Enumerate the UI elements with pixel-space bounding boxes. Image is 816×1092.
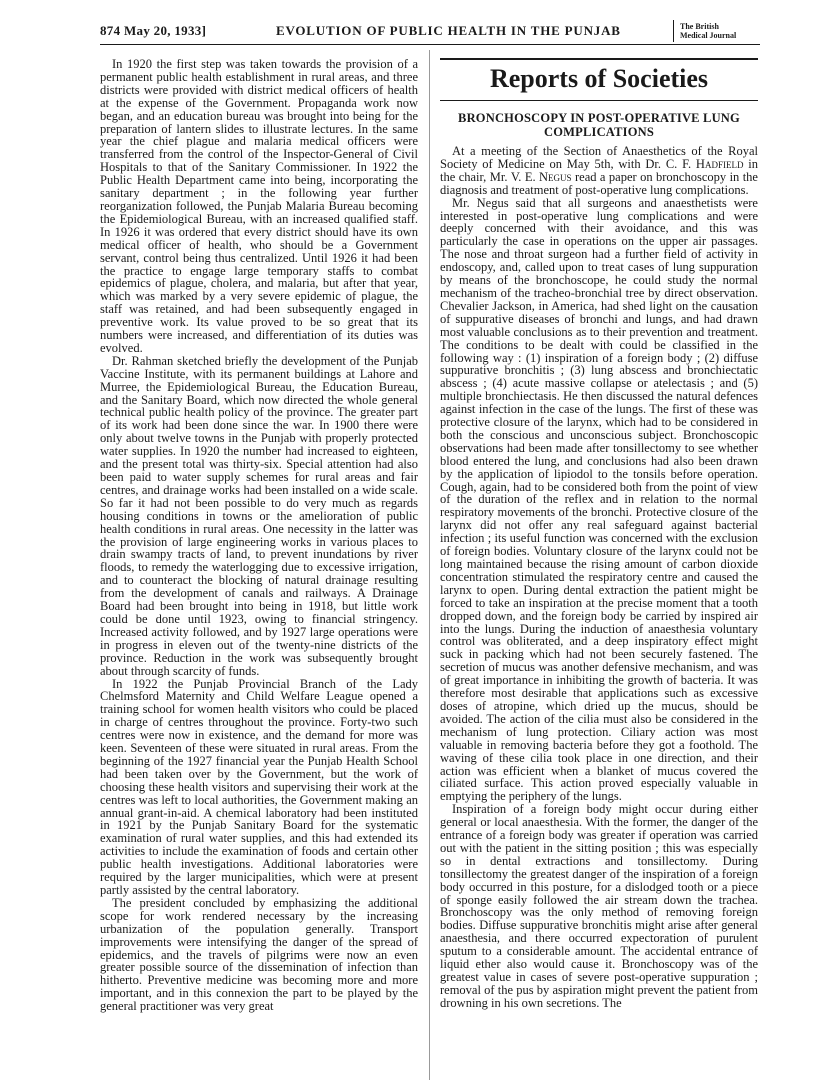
body-paragraph: The president concluded by emphasizing the additional scope for work rendered necessary by the increasing urbanization of the population generally. Transport improvements were intensifying the danger of the spread of epidemics, and the travels of pilgrims were now an even greater possible source of the dissemination of infection than hitherto. Preventive medicine was becoming more and more important, and in this connexion the part to be played by the general practitioner was very great	[100, 895, 418, 1014]
journal-name-line2: Medical Journal	[680, 31, 737, 40]
section-rule-bottom	[440, 100, 758, 101]
chair-name: C. F. Hadfield	[665, 156, 744, 171]
section-title: Reports of Societies	[489, 64, 709, 93]
left-column	[100, 58, 418, 1088]
article-title: BRONCHOSCOPY IN POST-OPERATIVE LUNG COMPLICATIONS	[458, 111, 740, 139]
intro-paragraph	[440, 145, 758, 197]
intro-text-before-chair: At a meeting of the Section of Anaesthetics of the Royal Society of Medicine on May 5th, with Dr.	[440, 144, 758, 171]
body-paragraph: Mr. Negus said that all surgeons and anaesthetists were interested in post-operative lung complications and were deeply concerned with their avoidance, and this was particularly the case in operations on the upper air passages. The nose and throat surgeon had a further field of activity in endoscopy, and, called upon to treat cases of lung suppuration by means of the bronchoscope, he could study the normal mechanism of the tracheo-bronchial tree by direct observation. Chevalier Jackson, in America, had shed light on the causation of suppurative diseases of bronchi and lungs, and had drawn most valuable conclusions as to their prevention and treatment. The conditions to be dealt with could be classified in the following way : (1) inspiration of a foreign body ; (2) diffuse suppurative bronchitis ; (3) lung abscess and bronchiectatic abscess ; (4) acute massive collapse or atelectasis ; and (5) multiple bronchiectasis. He then discussed the natural defences against infection in the case of the lungs. The first of these was protective closure of the larynx, which had to be considered in both the conscious and unconscious subject. Bronchoscopic observations had been made after tonsillectomy to see whether blood entered the lung, and conclusions had also been drawn by the application of lipiodol to the tonsils before operation. Cough, again, had to be considered both from the point of view of the duration of the reflex and in relation to the normal respiratory movements of the bronchi. Protective closure of the larynx did not offer any real safeguard against bacterial infection ; its useful function was concerned with the exclusion of foreign bodies. Voluntary closure of the larynx could not be long maintained because the rising amount of carbon dioxide concentration stimulated the respiratory centre and caused the larynx to open. During dental extraction the patient might be forced to take an inspiration at the precise moment that a tooth dropped down, and the foreign body be carried by inspired air into the lungs. During the induction of anaesthesia voluntary control was obliterated, and a deep inspiratory effect might suck in packing which had not been securely fastened. The secretion of mucus was another defensive mechanism, and was of great importance in inhibiting the growth of bacteria. It was therefore most desirable that applications such as excessive doses of atropine, which dried up the mucus, should be avoided. The action of the cilia must also be considered in the mechanism of lung protection. Ciliary action was most valuable in removing bacteria before they got a foothold. The waving of these cilia took place in one direction, and their action was efficient when a blanket of mucus covered the ciliated surface. This action proved especially valuable in emptying the periphery of the lungs.	[440, 195, 758, 804]
header-rule	[100, 44, 760, 45]
body-paragraph: In 1920 the first step was taken towards the provision of a permanent public health establishment in rural areas, and three districts were provided with district medical officers of health at the expense of the Government. Propaganda work now began, and an education bureau was brought into being for the preparation of lantern slides to illustrate lectures. In the same year the chief plague and malaria medical officers were transferred from the control of the Inspector-General of Civil Hospitals to that of the Sanitary Commissioner. In 1922 the Public Health Department came into being, incorporating the sanitary department ; in the following year further reorganization followed, the Punjab Malaria Bureau becoming the Epidemiological Bureau, with an increased qualified staff. In 1926 it was ordered that every district should have its own medical officer of health, who should be a Government servant, control being thus centralized. Until 1926 it had been the practice to engage large temporary staffs to combat epidemics of plague, cholera, and malaria, but after that year, which was marked by a very severe epidemic of plague, the staff was retained, and had been subsequently engaged in preventive work. Its value proved to be so great that its numbers were increased, and differentiation of its duties was evolved.	[100, 58, 418, 355]
intro-text-middle: in the chair, Mr.	[440, 156, 758, 184]
intro-text-after: read a paper on bronchoscopy in the diagnosis and treatment of post-operative lung complications.	[440, 169, 758, 197]
journal-name-line1: The British	[680, 22, 719, 31]
running-title: EVOLUTION OF PUBLIC HEALTH IN THE PUNJAB	[276, 23, 621, 38]
journal-masthead	[673, 20, 760, 42]
right-column	[440, 58, 758, 1088]
body-paragraph: Inspiration of a foreign body might occur during either general or local anaesthesia. With the former, the danger of the entrance of a foreign body was greater if operation was carried out with the patient in the sitting position ; this was especially so in dental extractions and tonsillectomy. During tonsillectomy the greatest danger of the inspiration of a foreign body occurred in this posture, for a dislodged tooth or a piece of sponge easily followed the air stream down the trachea. Bronchoscopy was the only method of removing foreign bodies. Diffuse suppurative bronchitis might arise after general anaesthesia, and there occurred expectoration of purulent sputum to a considerable amount. The accidental entrance of liquid ether also would cause it. Bronchoscopy was of the greatest value in cases of severe post-operative suppuration ; removal of the pus by aspiration might prevent the patient from drowning in his own secretions. The	[440, 802, 758, 1010]
page-number: 874 May 20, 1933]	[100, 23, 207, 38]
speaker-name: V. E. Negus	[510, 169, 572, 184]
section-rule-top	[440, 58, 758, 60]
running-header	[100, 20, 760, 42]
column-divider	[429, 50, 430, 1080]
body-paragraph: Dr. Rahman sketched briefly the development of the Punjab Vaccine Institute, with its permanent buildings at Lahore and Murree, the Epidemiological Bureau, the Education Bureau, and the Sanitary Board, which now directed the whole general technical public health policy of the province. The greater part of its work had been done since the war. In 1900 there were only about twelve towns in the Punjab with properly protected water supplies. In 1920 the number had increased to eighteen, and the present total was thirty-six. Special attention had also been paid to water supply schemes for rural areas and fair centres, and drainage works had been installed on a wide scale. So far it had not been possible to do very much as regards housing conditions in towns or the amelioration of public health conditions in rural areas. One necessity in the latter was the provision of large engineering works in various places to drain swampy tracts of land, to prevent inundations by river floods, to remedy the waterlogging due to excessive irrigation, and to counteract the blocking of natural drainage resulting from the development of canals and railways. A Drainage Board had been brought into being in 1918, but little work could be done until 1923, owing to financial stringency. Increased activity followed, and by 1927 large operations were in progress in eleven out of the twenty-nine districts of the province. Reduction in the work was subsequently brought about through scarcity of funds.	[100, 353, 418, 678]
body-paragraph: In 1922 the Punjab Provincial Branch of the Lady Chelmsford Maternity and Child Welfare League opened a training school for women health visitors who could be placed in charge of centres throughout the province. Forty-two such centres were now in existence, and the demand for more was keen. Seventeen of these were situated in rural areas. From the beginning of the 1927 financial year the Punjab Health School had been taken over by the Government, but the work of choosing these health visitors and supervising their work at the centres was left to local authorities, the Government making an annual grant-in-aid. A chemical laboratory had been instituted in 1921 by the Punjab Sanitary Board for the systematic examination of rural water supplies, and this had extended its activities to include the examination of foods and certain other public health investigations. Additional laboratories were required by the larger municipalities, which were at present partly assisted by the central laboratory.	[100, 676, 418, 897]
